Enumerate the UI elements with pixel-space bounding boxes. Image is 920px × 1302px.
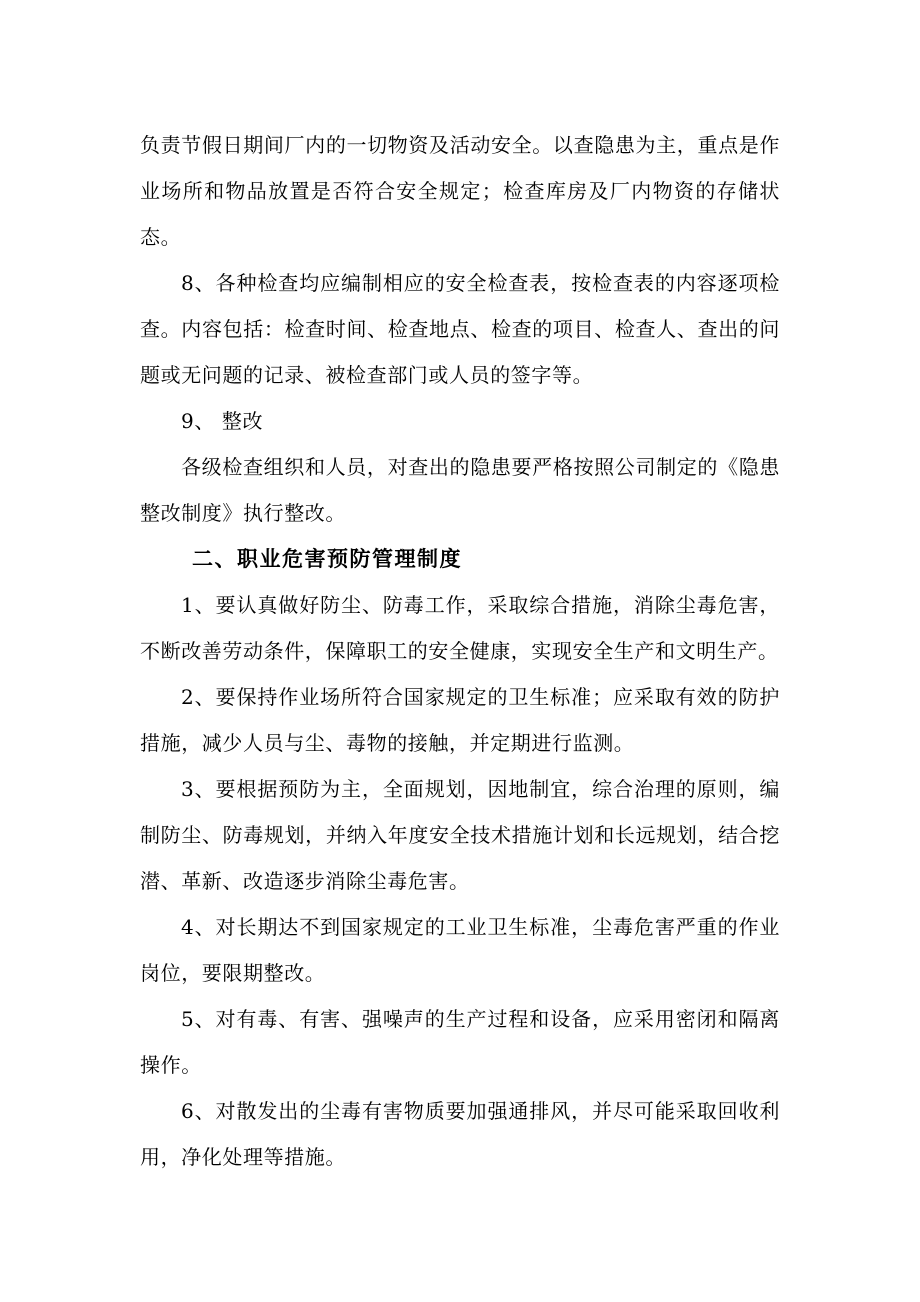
paragraph-item-2-hygiene-standard: 2、要保持作业场所符合国家规定的卫生标准；应采取有效的防护措施，减少人员与尘、毒物的接触，并定期进行监测。 — [140, 685, 780, 755]
paragraph-rectification-detail: 各级检查组织和人员，对查出的隐患要严格按照公司制定的《隐患整改制度》执行整改。 — [140, 455, 780, 525]
paragraph-holiday-inspection: 负责节假日期间厂内的一切物资及活动安全。以查隐患为主，重点是作业场所和物品放置是否符合安全规定；检查库房及厂内物资的存储状态。 — [140, 133, 780, 249]
paragraph-item-6-ventilation: 6、对散发出的尘毒有害物质要加强通排风，并尽可能采取回收利用，净化处理等措施。 — [140, 1099, 780, 1169]
paragraph-item-1-dust-poison: 1、要认真做好防尘、防毒工作，采取综合措施，消除尘毒危害，不断改善劳动条件，保障职工的安全健康，实现安全生产和文明生产。 — [140, 593, 780, 663]
paragraph-item-5-isolation: 5、对有毒、有害、强噪声的生产过程和设备，应采用密闭和隔离操作。 — [140, 1007, 780, 1077]
paragraph-item-8-checklist: 8、各种检查均应编制相应的安全检查表，按检查表的内容逐项检查。内容包括：检查时间、检查地点、检查的项目、检查人、查出的问题或无问题的记录、被检查部门或人员的签字等。 — [140, 271, 780, 387]
paragraph-item-3-planning: 3、要根据预防为主，全面规划，因地制宜，综合治理的原则，编制防尘、防毒规划，并纳入年度安全技术措施计划和长远规划，结合挖潜、革新、改造逐步消除尘毒危害。 — [140, 777, 780, 893]
paragraph-item-4-deadline-rectify: 4、对长期达不到国家规定的工业卫生标准，尘毒危害严重的作业岗位，要限期整改。 — [140, 915, 780, 985]
paragraph-item-9-rectification: 9、 整改 — [181, 409, 264, 433]
section-heading-occupational-hazard: 二、职业危害预防管理制度 — [192, 547, 462, 571]
